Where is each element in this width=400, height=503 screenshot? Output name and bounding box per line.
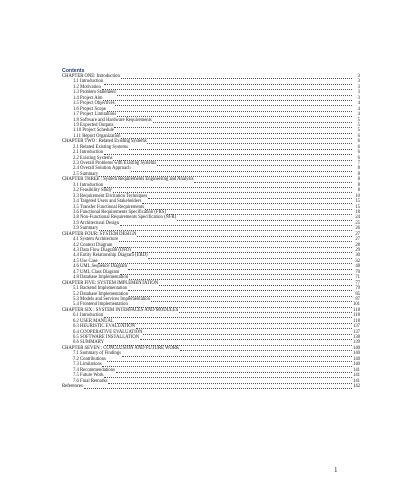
toc-entry-page: 8 (357, 182, 360, 188)
toc-entry-page: 27 (355, 231, 360, 237)
toc-section-entry[interactable] (62, 351, 360, 356)
toc-dot-leader (115, 129, 352, 134)
toc-dot-leader (194, 178, 352, 183)
toc-entry-page: 5 (357, 122, 360, 128)
toc-entry-title: 6.1 Introduction (73, 313, 104, 319)
toc-dot-leader (102, 85, 353, 90)
toc-entry-page: 137 (352, 324, 360, 330)
toc-dot-leader (148, 254, 352, 259)
toc-entry-page: 140 (352, 356, 360, 362)
toc-entry-page: 77 (355, 280, 360, 286)
toc-entry-title: 3.9 Summary (73, 226, 99, 232)
toc-dot-leader (136, 324, 352, 329)
toc-dot-leader (113, 243, 352, 248)
toc-dot-leader (115, 101, 352, 106)
toc-entry-page: 32 (355, 258, 360, 264)
toc-entry-page: 27 (355, 237, 360, 243)
toc-entry-title: 3.9 Architectural Design (73, 220, 119, 226)
toc-entry-page: 3 (357, 79, 360, 85)
toc-dot-leader (142, 199, 352, 204)
toc-entry-page: 6 (357, 139, 360, 145)
toc-section-entry[interactable] (62, 368, 360, 373)
toc-section-entry[interactable] (62, 90, 360, 95)
toc-entry-title: CHAPTER TWO : Related Existing Systems (62, 139, 147, 145)
toc-entry-page: 24 (355, 215, 360, 221)
toc-entry-page: 87 (355, 296, 360, 302)
toc-dot-leader (145, 205, 352, 210)
toc-entry-page: 141 (352, 367, 360, 373)
toc-entry-title: 2.1 Related Existing Systems (73, 144, 128, 150)
toc-entry-page: 29 (355, 248, 360, 253)
toc-dot-leader (115, 319, 353, 324)
toc-entry-page: 4 (357, 112, 360, 118)
toc-entry-title: 7.3 Limitations (73, 362, 102, 368)
toc-entry-page: 118 (353, 307, 360, 313)
toc-entry-page: 25 (355, 220, 360, 226)
toc-entry-title: 1.8 Software and Hardware Requirements (73, 117, 152, 123)
toc-entry-title: 1.11 Report Organization (73, 133, 121, 139)
toc-entry-page: 6 (357, 144, 360, 150)
toc-entry-title: 6.3 HEURISTIC EVALUATION (73, 324, 136, 330)
toc-entry-page: 140 (352, 351, 360, 357)
toc-entry-page: 3 (357, 90, 360, 96)
toc-entry-page: 71 (355, 275, 360, 281)
toc-entry-page: 5 (357, 128, 360, 134)
toc-dot-leader (120, 221, 352, 226)
toc-dot-leader (98, 259, 352, 264)
toc-entry-title: 4.1 System Architecture (73, 237, 119, 243)
toc-dot-leader (103, 96, 352, 101)
toc-entry-page: 140 (352, 362, 360, 368)
toc-entry-title: 5.2 Database Implementation (73, 291, 129, 297)
toc-section-entry[interactable] (62, 379, 360, 384)
page-number: 1 (334, 466, 338, 474)
toc-dot-leader (121, 134, 352, 139)
toc-entry-page: 48 (355, 264, 360, 270)
toc-chapter-entry[interactable] (62, 384, 360, 389)
toc-entry-page: 118 (353, 313, 360, 319)
toc-entry-page: 101 (352, 302, 360, 308)
toc-entry-title: 2.3 Overall Problems with Existing Systems (73, 161, 157, 166)
toc-entry-page: 138 (352, 335, 360, 340)
toc-entry-page: 4 (357, 106, 360, 112)
toc-entry-title: CHAPTER FIVE: SYSTEM IMPLEMENTATION (62, 280, 159, 286)
toc-chapter-entry[interactable] (62, 308, 360, 313)
toc-entry-page: 3 (357, 84, 360, 90)
toc-entry-title: 5.4 Frontend Implementation (73, 302, 128, 308)
toc-dot-leader (153, 118, 353, 123)
toc-entry-title: 7.6 Final Remarks (73, 378, 108, 384)
toc-entry-page: 6 (357, 155, 360, 161)
toc-dot-leader (117, 112, 352, 117)
toc-dot-leader (122, 352, 352, 357)
toc-entry-title: 7.1 Summary of Findings (73, 351, 121, 357)
toc-dot-leader (140, 335, 352, 340)
toc-dot-leader (114, 123, 352, 128)
toc-entry-page: 6 (357, 133, 360, 139)
toc-dot-leader (104, 313, 352, 318)
toc-dot-leader (104, 373, 352, 378)
toc-dot-leader (157, 161, 352, 166)
toc-entry-page: 3 (357, 74, 360, 79)
toc-entry-title: 1.6 Project Scope (73, 106, 106, 112)
toc-entry-title: 1.5 Project Objectives (73, 101, 115, 107)
toc-section-entry[interactable] (62, 253, 360, 258)
toc-entry-title: 2.2 Existing Systems (73, 155, 113, 161)
toc-entry-page: 8 (357, 166, 360, 172)
toc-entry-title: 4.6 UML Sequence Diagram (73, 264, 127, 270)
toc-entry-title: CHAPTER THREE : System Requirements Engineering and Analysis (62, 177, 194, 183)
toc-entry-title: 7.4 Recommendations (73, 367, 115, 373)
toc-entry-title: 4.3 Data Flow Diagram (DFD) (73, 248, 131, 253)
toc-entry-title: 3.1 Introduction (73, 182, 104, 188)
toc-entry-title: 2.4 Overall Solution Approach (73, 166, 131, 172)
toc-dot-leader (119, 237, 352, 242)
toc-entry-page: 15 (355, 204, 360, 210)
toc-entry-title: 1.4 Project Aim (73, 95, 103, 101)
toc-entry-page: 137 (352, 329, 360, 335)
toc-entry-page: 70 (355, 269, 360, 275)
toc-entry-title: 1.9 Expected Outputs (73, 122, 114, 128)
toc-entry-page: 18 (355, 209, 360, 215)
toc-entry-page: 30 (355, 253, 360, 259)
toc-dot-leader (179, 308, 352, 313)
toc-entry-page: 142 (352, 383, 360, 389)
toc-entry-title: 1.10 Project Schedule (73, 128, 115, 134)
toc-entry-page: 85 (355, 291, 360, 297)
toc-entry-title: 2.1 Introduction (73, 150, 104, 156)
toc-dot-leader (104, 150, 352, 155)
toc-entry-page: 79 (355, 286, 360, 292)
toc-entry-title: 1.2 Motivation (73, 84, 101, 90)
toc-entry-page: 4 (357, 101, 360, 107)
toc-entry-title: 2.5 Summary (73, 171, 99, 177)
toc-entry-page: 28 (355, 242, 360, 248)
toc-entry-title: 6.5 SOFTWARE INSTALLATION (73, 335, 140, 340)
toc-entry-page: 26 (355, 226, 360, 232)
table-of-contents (62, 74, 360, 389)
toc-entry-title: 5.1 Backend Implementation (73, 286, 128, 292)
toc-dot-leader (107, 357, 353, 362)
toc-dot-leader (84, 384, 353, 389)
toc-entry-title: CHAPTER FOUR: SYSTEM DESIGN (62, 231, 137, 237)
toc-dot-leader (159, 281, 352, 286)
toc-entry-page: 140 (352, 345, 360, 351)
toc-entry-title: 7.5 Future Work (73, 373, 104, 379)
toc-entry-title: 3.4 Targeted Users and Stakeholders (73, 199, 142, 205)
toc-entry-page: 7 (357, 161, 360, 166)
toc-entry-title: 4.5 Use Case (73, 258, 98, 264)
toc-dot-leader (148, 194, 352, 199)
toc-entry-title: 4.7 UML Class Diagram (73, 269, 120, 275)
toc-dot-leader (113, 188, 352, 193)
toc-dot-leader (120, 270, 352, 275)
toc-entry-title: 3.3 Requirement Elicitation Techniques (73, 193, 148, 199)
toc-entry-title: 3.2 Feasibility Study (73, 188, 112, 194)
toc-entry-page: 5 (357, 117, 360, 123)
toc-entry-title: 4.4 Entity Relationship Diagram (ERD) (73, 253, 148, 259)
toc-dot-leader (167, 210, 353, 215)
toc-section-entry[interactable] (62, 145, 360, 150)
toc-section-entry[interactable] (62, 166, 360, 171)
toc-entry-page: 141 (352, 373, 360, 379)
toc-dot-leader (129, 275, 352, 280)
toc-entry-title: 4.8 Database Implementation (73, 275, 129, 281)
toc-dot-leader (108, 379, 352, 384)
toc-entry-title: CHAPTER SEVEN : CONCLUSION AND FUTURE WORK (62, 345, 180, 351)
toc-chapter-entry[interactable] (62, 177, 360, 182)
toc-entry-title: 5.3 Models and Services Implementation (73, 296, 150, 302)
toc-entry-title: 1.7 Project Limitations (73, 112, 117, 118)
toc-dot-leader (121, 74, 353, 79)
toc-dot-leader (143, 330, 352, 335)
toc-entry-page: 118 (353, 318, 360, 324)
toc-dot-leader (129, 292, 352, 297)
toc-entry-title: 1.3 Problem Statement (73, 90, 116, 96)
toc-dot-leader (151, 297, 352, 302)
toc-dot-leader (128, 265, 352, 270)
toc-dot-leader (177, 216, 352, 221)
toc-entry-page: 139 (352, 340, 360, 346)
toc-chapter-entry[interactable] (62, 74, 360, 79)
toc-dot-leader (99, 226, 352, 231)
toc-dot-leader (117, 91, 353, 96)
toc-dot-leader (116, 368, 352, 373)
toc-dot-leader (104, 80, 352, 85)
toc-dot-leader (128, 286, 352, 291)
toc-dot-leader (104, 183, 352, 188)
toc-section-entry[interactable] (62, 79, 360, 84)
toc-dot-leader (180, 346, 352, 351)
toc-entry-title: 3.8 Non-Functional Requirements Specification (NFR) (73, 215, 177, 221)
toc-entry-page: 8 (357, 171, 360, 177)
toc-entry-title: 7.2 Contributions (73, 356, 106, 362)
toc-section-entry[interactable] (62, 221, 360, 226)
toc-dot-leader (131, 167, 352, 172)
toc-entry-title: CHAPTER ONE: Introduction (62, 74, 120, 79)
toc-entry-page: 8 (357, 188, 360, 194)
toc-section-entry[interactable] (62, 357, 360, 362)
toc-dot-leader (129, 145, 352, 150)
toc-entry-title: 6.4 COOPERATIVE EVALUATION (73, 329, 143, 335)
toc-dot-leader (132, 248, 352, 253)
toc-section-entry[interactable] (62, 335, 360, 340)
toc-entry-title: 1.1 Introduction (73, 79, 104, 85)
toc-entry-page: 6 (357, 150, 360, 156)
toc-section-entry[interactable] (62, 101, 360, 106)
toc-entry-page: 3 (357, 95, 360, 101)
toc-entry-page: 141 (352, 378, 360, 384)
toc-entry-title: References (62, 383, 83, 389)
toc-entry-title: CHAPTER SIX : SYSTEM INTERFACES AND MODULES (62, 307, 179, 313)
toc-dot-leader (137, 232, 352, 237)
toc-entry-title: 6.2 USER MANUAL (73, 318, 114, 324)
toc-entry-title: 3.5 Transfer Functional Requirements (73, 204, 145, 210)
toc-entry-page: 15 (355, 199, 360, 205)
toc-entry-title: 4.2 Context Diagram (73, 242, 113, 248)
toc-entry-title: 3.6 Functional Requirements Specification (FRS) (73, 209, 166, 215)
toc-entry-page: 8 (357, 177, 360, 183)
toc-dot-leader (102, 362, 352, 367)
toc-entry-title: 6.6 SUMMARY (73, 340, 104, 346)
toc-entry-page: 10 (355, 193, 360, 199)
toc-dot-leader (107, 107, 352, 112)
toc-dot-leader (147, 139, 352, 144)
contents-heading: Contents (62, 68, 85, 74)
